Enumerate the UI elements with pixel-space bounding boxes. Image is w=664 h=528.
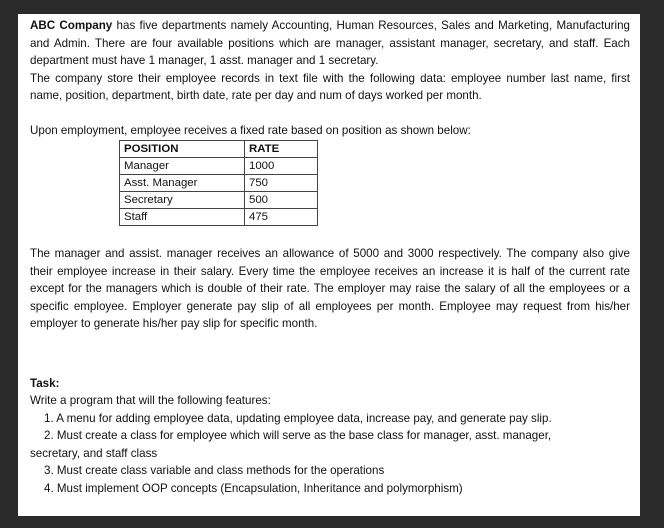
task-list (30, 410, 630, 445)
records-paragraph: The company store their employee records in text file with the following data: employee number last name, first name, position, department, birth date, rate per day and num of days worked per month. (30, 71, 630, 102)
table-header-row (120, 141, 318, 158)
position-cell: Asst. Manager (120, 175, 245, 192)
list-item: 4. Must implement OOP concepts (Encapsulation, Inheritance and polymorphism) (44, 481, 463, 495)
intro-paragraph (30, 17, 630, 70)
table-row (120, 192, 318, 209)
list-item: 3. Must create class variable and class methods for the operations (44, 464, 385, 477)
list-item: 2. Must create a class for employee which will serve as the base class for manager, asst. manager, (44, 429, 552, 442)
list-item: 1. A menu for adding employee data, updating employee data, increase pay, and generate pay slip. (44, 411, 552, 425)
rate-cell: 500 (245, 192, 318, 209)
task-intro: Write a program that will the following features: (30, 394, 271, 407)
list-item-continuation: secretary, and staff class (30, 446, 158, 460)
rate-cell: 475 (245, 209, 318, 226)
position-cell: Secretary (120, 192, 245, 209)
position-cell: Staff (120, 209, 245, 226)
rate-table (119, 140, 318, 226)
header-position: POSITION (120, 141, 245, 158)
rate-cell: 750 (245, 175, 318, 192)
position-cell: Manager (120, 158, 245, 175)
table-row (120, 175, 318, 192)
header-rate: RATE (245, 141, 318, 158)
rate-cell: 1000 (245, 158, 318, 175)
rates-intro: Upon employment, employee receives a fixed rate based on position as shown below: (30, 123, 471, 137)
task-list-continued (30, 462, 630, 497)
table-row (120, 158, 318, 175)
table-row (120, 209, 318, 226)
rate-table-container (119, 140, 630, 226)
allowance-paragraph: The manager and assist. manager receives an allowance of 5000 and 3000 respectively. The company also give their employee increase in their salary. Every time the employee receives an increase it is half of the current rate except for the managers which is double of their rate. The employer may raise the salary of all the employees or a specific employee. Employer generate pay slip of all employees per month. Employee may request from his/her employer to generate his/her pay slip for specific month. (30, 247, 630, 330)
intro-text: has five departments namely Accounting, Human Resources, Sales and Marketing, Manufacturing and Admin. There are four available positions which are manager, assistant manager, secretary, and staff. Each department must have 1 manager, 1 asst. manager and 1 secretary. (30, 19, 630, 67)
task-heading: Task: (30, 376, 60, 390)
company-name: ABC Company (30, 19, 113, 32)
document-page (18, 14, 640, 516)
